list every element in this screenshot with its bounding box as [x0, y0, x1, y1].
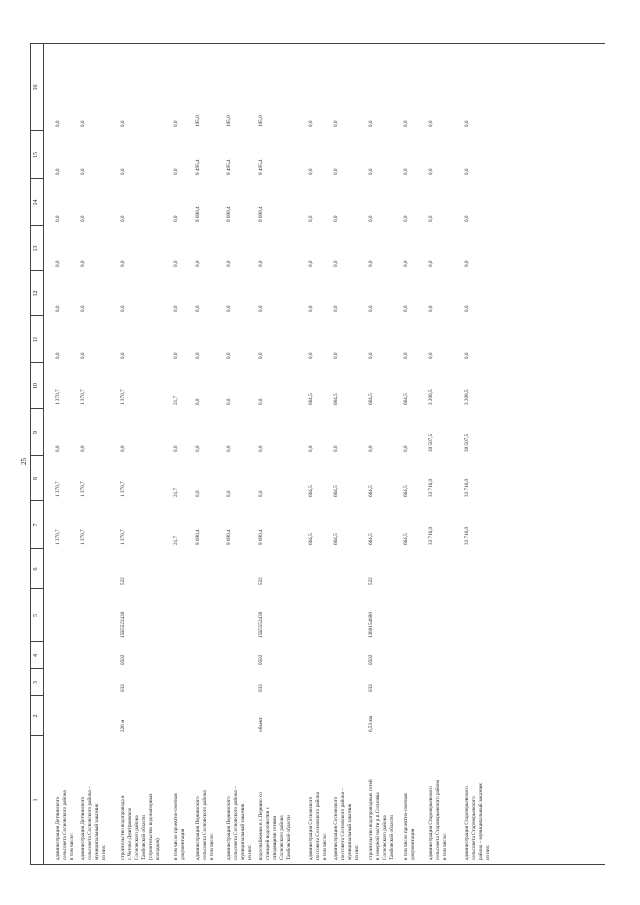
table-cell-col-13: 0,0	[333, 260, 339, 267]
column-divider	[31, 178, 43, 179]
row-label-line: сельсовета Староюрьевского района	[435, 779, 441, 860]
table-cell-col-12: 0,0	[55, 305, 61, 312]
table-cell-col-11: 0,0	[173, 352, 179, 359]
table-cell-col-6: 522	[258, 577, 264, 585]
column-header-4: 4	[33, 654, 39, 657]
table-cell-col-15: 9 495,4	[226, 159, 232, 175]
row-label	[258, 792, 293, 860]
table-cell-col-15: 0,0	[403, 168, 409, 175]
table-cell-col-13: 0,0	[368, 260, 374, 267]
table-cell-col-10: 3 208,5	[428, 389, 434, 405]
table-cell-col-9: 0,0	[258, 445, 264, 452]
table-cell-col-12: 0,0	[226, 305, 232, 312]
table-cell-col-16: 195,0	[195, 115, 201, 127]
column-divider	[31, 735, 43, 736]
table-cell-col-16: 0,0	[80, 120, 86, 127]
table-cell-col-8: 33 716,0	[464, 478, 470, 497]
table-cell-col-16: 0,0	[428, 120, 434, 127]
row-label-line: в том числе проектно-сметная	[173, 793, 179, 860]
table-cell-col-4: 0502	[258, 654, 264, 665]
table-cell-col-12: 0,0	[80, 305, 86, 312]
table-cell-col-10: 3 208,5	[464, 389, 470, 405]
table-cell-col-12: 0,0	[333, 305, 339, 312]
table-cell-col-14: 9 690,4	[226, 206, 232, 222]
column-divider	[31, 695, 43, 696]
row-label	[80, 786, 108, 860]
row-label-line: документация	[180, 828, 186, 860]
table-cell-col-7: 664,5	[368, 533, 374, 545]
row-label-line: в том числе:	[322, 832, 328, 860]
row-label-line: с.Четово-Дмитриевское	[127, 807, 133, 860]
row-label	[226, 786, 254, 860]
table-cell-col-2: 226 м	[120, 719, 126, 732]
column-divider	[31, 408, 43, 409]
table-cell-col-13: 0,0	[258, 260, 264, 267]
table-cell-col-9: 0,0	[80, 445, 86, 452]
table-cell-col-3: 033	[120, 684, 126, 692]
row-label-line: станцией водоочистки с	[265, 806, 271, 860]
table-cell-col-14: 0,0	[368, 215, 374, 222]
table-cell-col-12: 0,0	[428, 305, 434, 312]
row-label-line: (строительство водонапорных	[148, 793, 154, 860]
table-cell-col-9: 0,0	[173, 445, 179, 452]
table-cell-col-13: 0,0	[195, 260, 201, 267]
column-header-8: 8	[33, 477, 39, 480]
row-label	[55, 790, 76, 860]
row-label-line: Тамбовской области	[286, 815, 292, 860]
column-header-12: 12	[33, 290, 39, 297]
column-header-1: 1	[33, 798, 39, 802]
table-cell-col-7: 1 370,7	[55, 529, 61, 545]
page-number: 25	[20, 458, 28, 465]
table-cell-col-7: 1 370,7	[120, 529, 126, 545]
column-divider	[31, 548, 43, 549]
row-label-line: в том числе:	[69, 832, 75, 860]
table-cell-col-13: 0,0	[403, 260, 409, 267]
table-cell-col-10: 1 370,7	[120, 389, 126, 405]
table-cell-col-16: 0,0	[55, 120, 61, 127]
row-label	[308, 792, 329, 860]
row-label-line: администрация Староюрьевского	[464, 786, 470, 860]
table-cell-col-14: 0,0	[403, 215, 409, 222]
row-label	[368, 779, 396, 860]
table-cell-col-16: 0,0	[120, 120, 126, 127]
table-cell-col-14: 0,0	[464, 215, 470, 222]
column-divider	[31, 500, 43, 501]
table-cell-col-16: 195,0	[226, 115, 232, 127]
table-cell-col-8: 21,7	[173, 487, 179, 497]
table-cell-col-14: 0,0	[428, 215, 434, 222]
row-label-line: из них:	[247, 844, 253, 860]
row-label-line: из них:	[485, 844, 491, 860]
table-cell-col-8: 33 716,0	[428, 478, 434, 497]
table-cell-col-13: 0,0	[173, 260, 179, 267]
row-label-line: строительство водопроводных сетей	[368, 779, 374, 860]
table-cell-col-12: 0,0	[173, 305, 179, 312]
row-label	[195, 790, 216, 860]
table-cell-col-15: 0,0	[173, 168, 179, 175]
row-label-line: сельсовета Сосновского района –	[87, 786, 93, 860]
table-cell-col-14: 0,0	[120, 215, 126, 222]
column-header-5: 5	[33, 614, 39, 617]
table-cell-col-10: 664,5	[368, 393, 374, 405]
table-cell-col-14: 9 690,4	[195, 206, 201, 222]
column-divider	[31, 668, 43, 669]
table-cell-col-10: 664,5	[403, 393, 409, 405]
table-cell-col-11: 0,0	[226, 352, 232, 359]
column-divider	[31, 362, 43, 363]
table-cell-col-15: 0,0	[428, 168, 434, 175]
table-cell-col-11: 0,0	[258, 352, 264, 359]
table-cell-col-16: 195,0	[258, 115, 264, 127]
table-cell-col-13: 0,0	[80, 260, 86, 267]
table-cell-col-8: 664,5	[368, 485, 374, 497]
table-cell-col-9: 0,0	[226, 445, 232, 452]
table-cell-col-7: 9 690,4	[195, 529, 201, 545]
column-header-9: 9	[33, 431, 39, 434]
table-cell-col-14: 0,0	[333, 215, 339, 222]
row-label-line: поссовета Сосновского района –	[340, 788, 346, 860]
table-cell-col-11: 0,0	[80, 352, 86, 359]
row-label-line: сельсовета Сосновского района –	[233, 786, 239, 860]
table-cell-col-14: 9 690,4	[258, 206, 264, 222]
table-cell-col-14: 0,0	[308, 215, 314, 222]
table-cell-col-16: 0,0	[403, 120, 409, 127]
table-cell-col-15: 9 495,4	[258, 159, 264, 175]
table-cell-col-13: 0,0	[55, 260, 61, 267]
table-cell-col-7: 9 690,4	[226, 529, 232, 545]
table-cell-col-8: 664,5	[333, 485, 339, 497]
table-cell-col-11: 0,0	[55, 352, 61, 359]
row-label-line: из них:	[354, 844, 360, 860]
table-cell-col-11: 0,0	[428, 352, 434, 359]
table-cell-col-4: 0502	[120, 654, 126, 665]
table-cell-col-8: 1 370,7	[120, 481, 126, 497]
table-cell-col-4: 0502	[368, 654, 374, 665]
table-cell-col-8: 664,5	[403, 485, 409, 497]
column-divider	[31, 641, 43, 642]
table-cell-col-2: объект	[258, 717, 264, 732]
row-label-line: сельсовета Сосновского района	[62, 790, 68, 860]
row-label	[464, 783, 492, 860]
row-label-line: Сосновского района	[279, 815, 285, 860]
table-cell-col-7: 33 716,0	[428, 526, 434, 545]
column-header-10: 10	[33, 383, 39, 389]
table-cell-col-6: 522	[368, 577, 374, 585]
table-cell-col-8: 1 370,7	[55, 481, 61, 497]
table-cell-col-15: 0,0	[333, 168, 339, 175]
row-label-line: администрация Сосновского	[333, 796, 339, 860]
row-label-line: в том числе проектно-сметная	[403, 793, 409, 860]
table-cell-col-5: 1380154600	[368, 612, 374, 638]
column-header-14: 14	[33, 199, 39, 206]
row-label-line: в том числе:	[209, 832, 215, 860]
table-cell-col-9: 30 507,5	[464, 433, 470, 452]
row-label-line: сельсовета Староюрьевского	[471, 796, 477, 860]
row-label-line: отводящими сетями	[272, 815, 278, 860]
table-cell-col-11: 0,0	[403, 352, 409, 359]
table-cell-col-9: 0,0	[308, 445, 314, 452]
table-cell-col-10: 664,5	[308, 393, 314, 405]
table-cell-col-10: 664,5	[333, 393, 339, 405]
table-cell-col-14: 0,0	[55, 215, 61, 222]
column-header-7: 7	[33, 523, 39, 527]
table-cell-col-11: 0,0	[464, 352, 470, 359]
table-cell-col-12: 0,0	[308, 305, 314, 312]
table-cell-col-7: 664,5	[403, 533, 409, 545]
table-cell-col-12: 0,0	[258, 305, 264, 312]
column-header-6: 6	[33, 567, 39, 571]
column-header-11: 11	[33, 336, 39, 343]
column-divider	[31, 588, 43, 589]
row-label-line: поссовета Сосновского района	[315, 791, 321, 860]
column-header-15: 15	[33, 152, 39, 158]
table-cell-col-16: 0,0	[333, 120, 339, 127]
table-cell-col-15: 0,0	[120, 168, 126, 175]
table-cell-col-15: 0,0	[464, 168, 470, 175]
table-cell-col-11: 0,0	[195, 352, 201, 359]
row-label-line: муниципальный заказчик	[347, 803, 353, 860]
table-cell-col-3: 033	[258, 684, 264, 692]
row-label-line: Сосновского района	[382, 815, 388, 860]
table-cell-col-9: 0,0	[368, 445, 374, 452]
table-cell-col-10: 0,0	[258, 398, 264, 405]
row-label-line: водоснабжение в с.Перкино со	[258, 792, 264, 860]
row-label	[333, 788, 361, 860]
row-label-line: в том числе:	[442, 832, 448, 860]
table-cell-col-3: 033	[368, 684, 374, 692]
row-label-line: строительство водопровода в	[120, 795, 126, 860]
row-label	[120, 793, 162, 860]
row-label	[403, 793, 417, 860]
table-cell-col-16: 0,0	[173, 120, 179, 127]
table-cell-col-10: 1 370,7	[55, 389, 61, 405]
row-label-line: администрация Детчинского	[80, 796, 86, 860]
table-cell-col-12: 0,0	[195, 305, 201, 312]
row-label-line: района – муниципальный заказчик	[478, 783, 484, 860]
table-cell-col-10: 21,7	[173, 395, 179, 405]
table-cell-col-9: 0,0	[55, 445, 61, 452]
table-cell-col-8: 664,5	[308, 485, 314, 497]
table-cell-col-13: 0,0	[464, 260, 470, 267]
table-cell-col-9: 0,0	[195, 445, 201, 452]
table-cell-col-11: 0,0	[333, 352, 339, 359]
column-header-2: 2	[33, 714, 39, 718]
row-label-line: в северной части р.п.Сосновка	[375, 792, 381, 860]
column-header-16: 16	[33, 84, 39, 91]
table-cell-col-7: 9 690,4	[258, 529, 264, 545]
table-cell-col-7: 33 716,0	[464, 526, 470, 545]
table-cell-col-9: 0,0	[120, 445, 126, 452]
table-cell-col-16: 0,0	[308, 120, 314, 127]
row-label-line: Тамбовской области	[389, 815, 395, 860]
column-divider	[31, 455, 43, 456]
column-divider	[31, 270, 43, 271]
row-label-line: колодцев)	[155, 838, 161, 860]
table-cell-col-15: 0,0	[368, 168, 374, 175]
table-cell-col-13: 0,0	[120, 260, 126, 267]
table-cell-col-6: 522	[120, 577, 126, 585]
column-header-row	[30, 44, 44, 864]
table-cell-col-5: 15Б5552430	[258, 611, 264, 638]
row-label-line: администрация Перкинского	[195, 796, 201, 860]
table-cell-col-9: 0,0	[403, 445, 409, 452]
table-cell-col-2: 6,53 км	[368, 715, 374, 732]
table-cell-col-13: 0,0	[428, 260, 434, 267]
row-label-line: сельсовета Сосновского района	[202, 790, 208, 860]
table-cell-col-13: 0,0	[308, 260, 314, 267]
table-cell-col-16: 0,0	[368, 120, 374, 127]
column-header-3: 3	[33, 681, 39, 684]
table-cell-col-10: 1 370,7	[80, 389, 86, 405]
row-label-line: муниципальный заказчик	[94, 803, 100, 860]
column-divider	[31, 225, 43, 226]
table-cell-col-13: 0,0	[226, 260, 232, 267]
column-header-13: 13	[33, 245, 39, 252]
table-cell-col-8: 0,0	[195, 490, 201, 497]
table-cell-col-7: 21,7	[173, 535, 179, 545]
row-label-line: администрация Детчинского	[55, 796, 61, 860]
row-label-line: документация	[410, 828, 416, 860]
table-cell-col-15: 9 495,4	[195, 159, 201, 175]
row-label-line: Тамбовской области	[141, 815, 147, 860]
table-cell-col-9: 30 507,5	[428, 433, 434, 452]
table-cell-col-12: 0,0	[368, 305, 374, 312]
table-cell-col-11: 0,0	[308, 352, 314, 359]
table-cell-col-16: 0,0	[464, 120, 470, 127]
table-cell-col-12: 0,0	[120, 305, 126, 312]
column-divider	[31, 130, 43, 131]
table-cell-col-15: 0,0	[55, 168, 61, 175]
table-cell-col-9: 0,0	[333, 445, 339, 452]
table-cell-col-12: 0,0	[464, 305, 470, 312]
table-cell-col-10: 0,0	[195, 398, 201, 405]
table-cell-col-15: 0,0	[80, 168, 86, 175]
table-cell-col-7: 1 370,7	[80, 529, 86, 545]
row-label-line: Сосновского района	[134, 815, 140, 860]
table-cell-col-8: 1 370,7	[80, 481, 86, 497]
row-label-line: администрация Сосновского	[308, 796, 314, 860]
row-label-line: муниципальный заказчик	[240, 803, 246, 860]
table-cell-col-14: 0,0	[173, 215, 179, 222]
table-cell-col-12: 0,0	[403, 305, 409, 312]
table-cell-col-11: 0,0	[368, 352, 374, 359]
table-cell-col-15: 0,0	[308, 168, 314, 175]
table-cell-col-8: 0,0	[258, 490, 264, 497]
row-label-line: администрация Перкинского	[226, 796, 232, 860]
column-divider	[31, 315, 43, 316]
budget-table	[30, 43, 605, 865]
table-cell-col-10: 0,0	[226, 398, 232, 405]
table-cell-col-8: 0,0	[226, 490, 232, 497]
table-cell-col-7: 664,5	[333, 533, 339, 545]
table-cell-col-7: 664,5	[308, 533, 314, 545]
row-label-line: из них:	[101, 844, 107, 860]
table-cell-col-14: 0,0	[80, 215, 86, 222]
table-cell-col-11: 0,0	[120, 352, 126, 359]
table-cell-col-5: 15Б5522430	[120, 611, 126, 638]
row-label	[173, 793, 187, 860]
row-label-line: администрация Староюрьевского	[428, 786, 434, 860]
row-label	[428, 780, 449, 860]
